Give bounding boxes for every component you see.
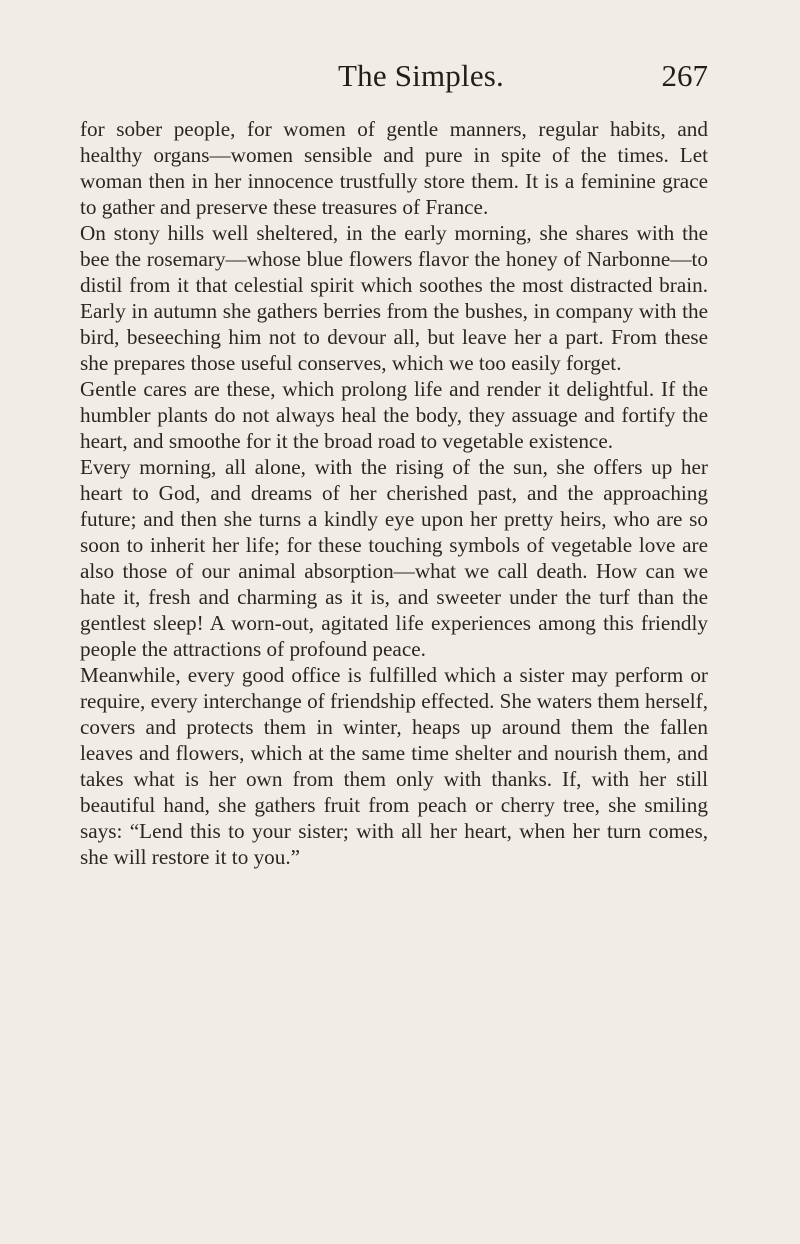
body-text [80,116,708,870]
paragraph-3: Gentle cares are these, which prolong life and render it delightful. If the humbler plants do not always heal the body, they assuage and fortify the heart, and smoothe for it the broad road to vegetable existence. [80,377,708,453]
running-title: The Simples. [338,58,504,93]
paragraph-2: On stony hills well sheltered, in the early morning, she shares with the bee the rosemary—whose blue flowers flavor the honey of Narbonne—to distil from it that celestial spirit which soothes the most distracted brain. Early in autumn she gathers berries from the bushes, in company with the bird, beseeching him not to devour all, but leave her a part. From these she prepares those useful conserves, which we too easily forget. [80,221,708,375]
paragraph-1: for sober people, for women of gentle manners, regular habits, and healthy organs—women sensible and pure in spite of the times. Let woman then in her innocence trustfully store them. It is a feminine grace to gather and preserve these treasures of France. [80,117,708,219]
page-number: 267 [661,58,708,93]
paragraph-4: Every morning, all alone, with the rising of the sun, she offers up her heart to God, and dreams of her cherished past, and the approaching future; and then she turns a kindly eye upon her pretty heirs, who are so soon to inherit her life; for these touching symbols of vegetable love are also those of our animal absorption—what we call death. How can we hate it, fresh and charming as it is, and sweeter under the turf than the gentlest sleep! A worn-out, agitated life experiences among this friendly people the attractions of profound peace. [80,455,708,661]
running-head [80,58,708,98]
paragraph-5: Meanwhile, every good office is fulfilled which a sister may perform or require, every interchange of friendship effected. She waters them herself, covers and protects them in winter, heaps up around them the fallen leaves and flowers, which at the same time shelter and nourish them, and takes what is her own from them only with thanks. If, with her still beautiful hand, she gathers fruit from peach or cherry tree, she smiling says: “Lend this to your sister; with all her heart, when her turn comes, she will restore it to you.” [80,663,708,869]
